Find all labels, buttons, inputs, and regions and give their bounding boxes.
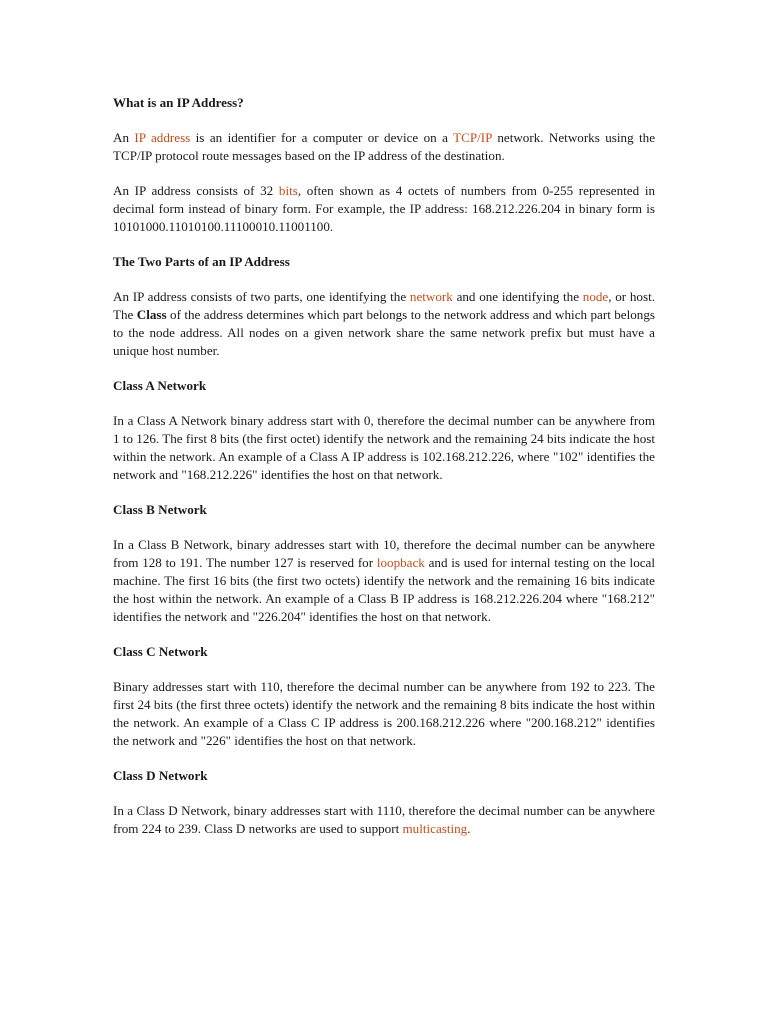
paragraph-two-parts bbox=[113, 288, 655, 360]
paragraph-ip-definition bbox=[113, 129, 655, 165]
text-run: , or host. The bbox=[113, 289, 655, 322]
text-run: is an identifier for a computer or device on a bbox=[190, 130, 454, 145]
heading-what-is-ip: What is an IP Address? bbox=[113, 95, 244, 110]
paragraph-class-a: In a Class A Network binary address start with 0, therefore the decimal number can be anywhere from 1 to 126. The first 8 bits (the first octet) identify the network and the remaining 24 bits indicate the host within the network. An example of a Class A IP address is 102.168.212.226, where "102" identifies the network and "168.212.226" identifies the host on that network. bbox=[113, 413, 655, 482]
link-ip-address[interactable]: IP address bbox=[134, 130, 191, 145]
link-node[interactable]: node bbox=[582, 289, 609, 304]
text-run: and one identifying the bbox=[452, 289, 583, 304]
paragraph-class-d bbox=[113, 802, 655, 838]
heading-class-c: Class C Network bbox=[113, 644, 208, 659]
link-tcp-ip[interactable]: TCP/IP bbox=[453, 130, 492, 145]
document-page bbox=[113, 94, 655, 855]
text-run: , often shown as 4 octets of numbers from 0-255 represented in decimal form instead of binary form. For example, the IP address: 168.212.226.204 in binary form is 10101000.11010100.11100010.11001100. bbox=[113, 183, 655, 234]
link-loopback[interactable]: loopback bbox=[376, 555, 425, 570]
link-multicasting[interactable]: multicasting bbox=[402, 821, 468, 836]
text-run: An IP address consists of two parts, one identifying the bbox=[113, 289, 410, 304]
heading-class-a: Class A Network bbox=[113, 378, 207, 393]
paragraph-class-c: Binary addresses start with 110, therefore the decimal number can be anywhere from 192 to 223. The first 24 bits (the first three octets) identify the network and the remaining 8 bits indicate the host within the network. An example of a Class C IP address is 200.168.212.226 where "200.168.212" identifies the network and "226" identifies the host on that network. bbox=[113, 679, 655, 748]
text-run: In a Class D Network, binary addresses start with 1110, therefore the decimal number can be anywhere from 224 to 239. Class D networks are used to support bbox=[113, 803, 655, 836]
link-network[interactable]: network bbox=[409, 289, 453, 304]
text-run: and is used for internal testing on the local machine. The first 16 bits (the first two octets) identify the network and the remaining 16 bits indicate the host within the network. An example of a Class B IP address is 168.212.226.204 where "168.212" identifies the network and "226.204" identifies the host on that network. bbox=[113, 555, 656, 624]
paragraph-ip-bits bbox=[113, 182, 655, 236]
text-run: In a Class B Network, binary addresses start with 10, therefore the decimal number can be anywhere from 128 to 191. The number 127 is reserved for bbox=[113, 537, 655, 570]
heading-class-b: Class B Network bbox=[113, 502, 207, 517]
text-run: of the address determines which part belongs to the network address and which part belongs to the node address. All nodes on a given network share the same network prefix but must have a unique host number. bbox=[113, 307, 655, 358]
text-run: An bbox=[113, 130, 135, 145]
heading-class-d: Class D Network bbox=[113, 768, 208, 783]
paragraph-class-b bbox=[113, 536, 655, 626]
text-run: network. Networks using the TCP/IP protocol route messages based on the IP address of the destination. bbox=[113, 130, 656, 163]
bold-class: Class bbox=[136, 307, 167, 322]
text-run: . bbox=[467, 821, 471, 836]
heading-two-parts: The Two Parts of an IP Address bbox=[113, 254, 290, 269]
link-bits[interactable]: bits bbox=[278, 183, 298, 198]
text-run: An IP address consists of 32 bbox=[113, 183, 279, 198]
